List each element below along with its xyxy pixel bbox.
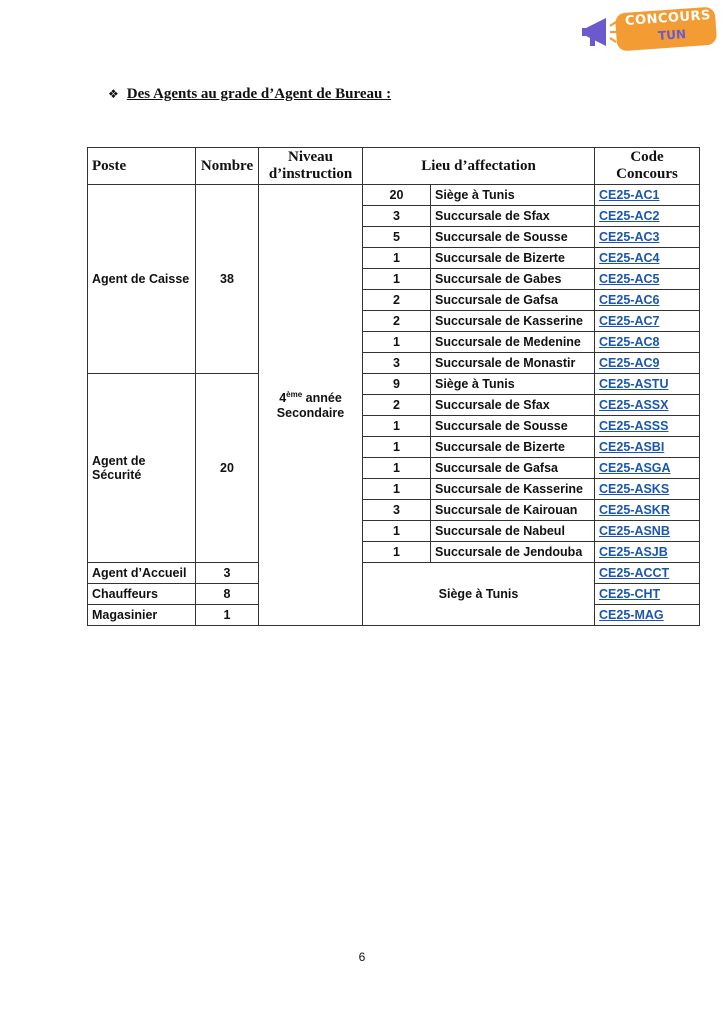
row-count: 5: [363, 227, 431, 248]
nombre-agent-securite: 20: [196, 374, 259, 563]
row-lieu: Succursale de Kasserine: [431, 479, 595, 500]
code-link[interactable]: CE25-AC5: [599, 272, 660, 286]
diamond-bullet-icon: ❖: [108, 87, 119, 101]
niveau-instruction: 4ème année Secondaire: [259, 185, 363, 626]
row-count: 1: [363, 437, 431, 458]
row-count: 1: [363, 479, 431, 500]
row-code: [595, 584, 700, 605]
row-count: 3: [363, 206, 431, 227]
code-link[interactable]: CE25-AC1: [599, 188, 660, 202]
logo-text-tun: TUN: [657, 27, 687, 43]
row-code: [595, 353, 700, 374]
row-lieu: Succursale de Gabes: [431, 269, 595, 290]
poste-agent-accueil: Agent d’Accueil: [88, 563, 196, 584]
nombre-chauffeurs: 8: [196, 584, 259, 605]
code-link[interactable]: CE25-ASTU: [599, 377, 669, 391]
page-number: 6: [358, 950, 366, 964]
header-code: Code Concours: [595, 148, 700, 185]
row-lieu: Succursale de Bizerte: [431, 248, 595, 269]
row-code: [595, 311, 700, 332]
code-link[interactable]: CE25-ASSX: [599, 398, 669, 412]
row-code: [595, 248, 700, 269]
row-code: [595, 206, 700, 227]
lieu-siege-tunis-shared: Siège à Tunis: [363, 563, 595, 626]
row-code: [595, 458, 700, 479]
row-code: [595, 521, 700, 542]
code-link[interactable]: CE25-ASBI: [599, 440, 665, 454]
row-count: 2: [363, 395, 431, 416]
row-code: [595, 500, 700, 521]
row-lieu: Succursale de Sousse: [431, 416, 595, 437]
row-code: [595, 395, 700, 416]
concours-tun-logo: [580, 6, 722, 56]
row-lieu: Succursale de Jendouba: [431, 542, 595, 563]
row-lieu: Succursale de Gafsa: [431, 290, 595, 311]
row-code: [595, 185, 700, 206]
section-heading-text: Des Agents au grade d’Agent de Bureau :: [126, 86, 392, 102]
row-lieu: Succursale de Kairouan: [431, 500, 595, 521]
code-link[interactable]: CE25-AC7: [599, 314, 660, 328]
megaphone-icon: [580, 12, 620, 52]
code-link[interactable]: CE25-CHT: [599, 587, 661, 601]
row-lieu: Succursale de Sfax: [431, 395, 595, 416]
row-count: 1: [363, 458, 431, 479]
row-count: 1: [363, 542, 431, 563]
nombre-agent-caisse: 38: [196, 185, 259, 374]
row-lieu: Succursale de Nabeul: [431, 521, 595, 542]
row-code: [595, 227, 700, 248]
row-code: [595, 563, 700, 584]
row-count: 1: [363, 269, 431, 290]
code-link[interactable]: CE25-AC9: [599, 356, 660, 370]
row-code: [595, 269, 700, 290]
header-poste: Poste: [88, 148, 196, 185]
logo-text-concours: CONCOURS: [624, 8, 712, 29]
header-niveau: Niveau d’instruction: [259, 148, 363, 185]
code-link[interactable]: CE25-AC8: [599, 335, 660, 349]
table-row: [88, 374, 700, 395]
code-link[interactable]: CE25-ASJB: [599, 545, 668, 559]
code-link[interactable]: CE25-AC2: [599, 209, 660, 223]
row-lieu: Succursale de Bizerte: [431, 437, 595, 458]
row-lieu: Siège à Tunis: [431, 185, 595, 206]
nombre-agent-accueil: 3: [196, 563, 259, 584]
code-link[interactable]: CE25-ACCT: [599, 566, 670, 580]
nombre-magasinier: 1: [196, 605, 259, 626]
row-code: [595, 605, 700, 626]
row-lieu: Succursale de Kasserine: [431, 311, 595, 332]
code-link[interactable]: CE25-ASKR: [599, 503, 670, 517]
section-heading: [108, 86, 391, 103]
poste-agent-securite: Agent de Sécurité: [88, 374, 196, 563]
row-count: 2: [363, 290, 431, 311]
header-lieu: Lieu d’affectation: [363, 148, 595, 185]
row-count: 1: [363, 248, 431, 269]
code-link[interactable]: CE25-ASNB: [599, 524, 670, 538]
row-code: [595, 374, 700, 395]
poste-agent-caisse: Agent de Caisse: [88, 185, 196, 374]
row-code: [595, 479, 700, 500]
row-code: [595, 437, 700, 458]
code-link[interactable]: CE25-ASGA: [599, 461, 671, 475]
table-row: [88, 563, 700, 584]
row-lieu: Succursale de Medenine: [431, 332, 595, 353]
row-count: 3: [363, 500, 431, 521]
row-lieu: Siège à Tunis: [431, 374, 595, 395]
row-lieu: Succursale de Gafsa: [431, 458, 595, 479]
row-count: 1: [363, 332, 431, 353]
code-link[interactable]: CE25-AC6: [599, 293, 660, 307]
row-count: 1: [363, 521, 431, 542]
poste-magasinier: Magasinier: [88, 605, 196, 626]
row-count: 3: [363, 353, 431, 374]
row-count: 9: [363, 374, 431, 395]
row-lieu: Succursale de Sousse: [431, 227, 595, 248]
code-link[interactable]: CE25-ASSS: [599, 419, 669, 433]
row-count: 20: [363, 185, 431, 206]
header-nombre: Nombre: [196, 148, 259, 185]
row-lieu: Succursale de Monastir: [431, 353, 595, 374]
poste-chauffeurs: Chauffeurs: [88, 584, 196, 605]
code-link[interactable]: CE25-AC4: [599, 251, 660, 265]
code-link[interactable]: CE25-ASKS: [599, 482, 670, 496]
row-code: [595, 416, 700, 437]
row-code: [595, 542, 700, 563]
row-lieu: Succursale de Sfax: [431, 206, 595, 227]
table-row: [88, 185, 700, 206]
row-count: 2: [363, 311, 431, 332]
code-link[interactable]: CE25-MAG: [599, 608, 664, 622]
table-header-row: [88, 148, 700, 185]
row-code: [595, 290, 700, 311]
row-count: 1: [363, 416, 431, 437]
recruitment-table: [87, 147, 700, 626]
code-link[interactable]: CE25-AC3: [599, 230, 660, 244]
row-code: [595, 332, 700, 353]
